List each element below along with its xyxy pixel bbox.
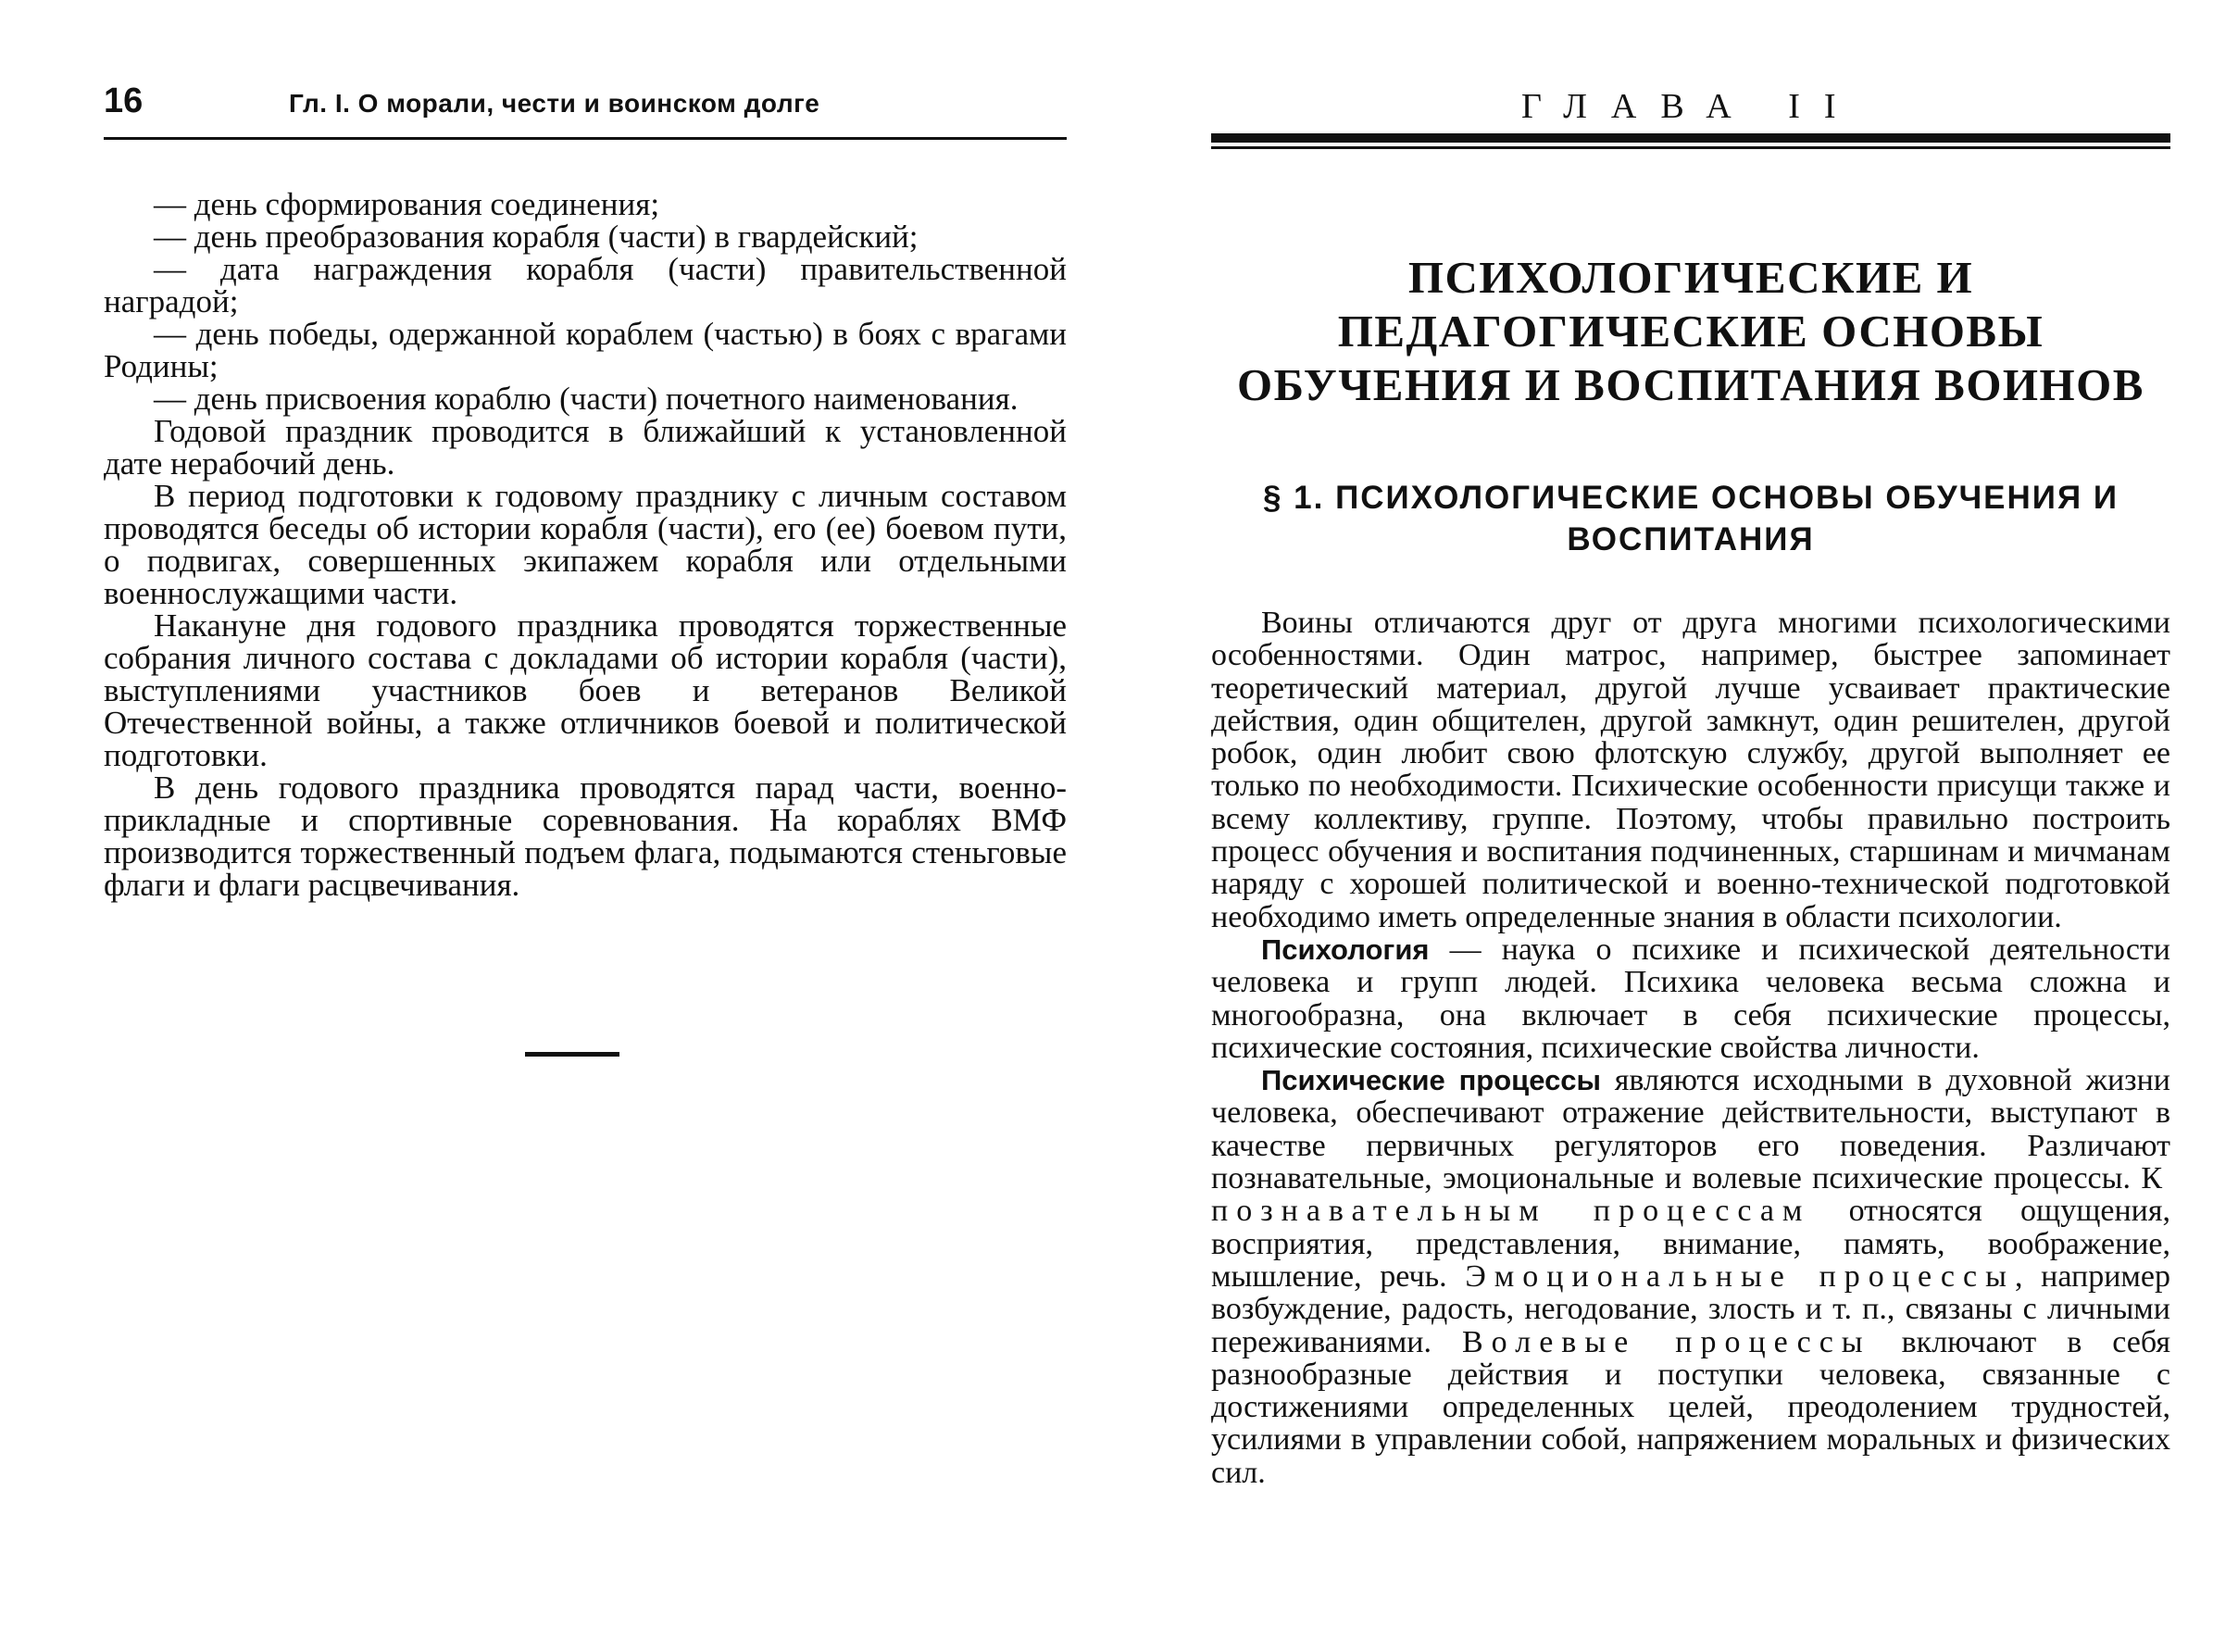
- body-paragraph: [1211, 1064, 2170, 1489]
- term-definition: — наука о психике и психической деятельности человека и групп людей. Психика человека весьма сложна и многообразна, она включает в себя психические процессы, психические состояния, психические свойства личности.: [1211, 932, 2170, 1065]
- list-item: — день присвоения кораблю (части) почетного наименования.: [154, 381, 1019, 417]
- emphasis-emotional: Эмоциональные процессы: [1465, 1258, 2015, 1294]
- chapter-label: ГЛАВА II: [1521, 87, 1860, 126]
- left-page: [104, 0, 1067, 901]
- left-page-body: [104, 188, 1067, 901]
- running-head: [104, 0, 1067, 140]
- body-paragraph: [1211, 933, 2170, 1064]
- list-item: — дата награждения корабля (части) правительственной наградой;: [104, 251, 1067, 319]
- paragraph-text: относятся ощущения, восприятия, представления, внимание, память, воображение, мышление, речь.: [1211, 1194, 2170, 1294]
- body-paragraph: Годовой праздник проводится в ближайший к установленной дате нерабочий день.: [104, 413, 1067, 482]
- term-psychology: Психология: [1261, 932, 1430, 966]
- list-item: — день сформирования соединения;: [154, 186, 660, 222]
- running-title: Гл. I. О морали, чести и воинском долге: [289, 89, 820, 118]
- body-paragraph: Воины отличаются друг от друга многими психологическими особенностями. Один матрос, например, быстрее запоминает теоретический материал, другой лучше усваивает практические действия, один общителен, другой замкнут, один решителен, другой робок, один любит свою флотскую службу, другой выполняет ее только по необходимости. Психические особенности присущи также и всему коллективу, группе. Поэтому, чтобы правильно построить процесс обучения и воспитания подчиненных, старшинам и мичманам наряду с хорошей политической и военно-технической подготовкой необходимо иметь определенные знания в области психологии.: [1211, 606, 2170, 934]
- list-item: — день победы, одержанной кораблем (частью) в боях с врагами Родины;: [104, 316, 1067, 384]
- chapter-label-area: [1211, 0, 2170, 137]
- section-end-rule: [525, 1052, 619, 1057]
- body-paragraph: В период подготовки к годовому празднику с личным составом проводятся беседы об истории корабля (части), его (ее) боевом пути, о подвигах, совершенных экипажем корабля или отдельными военнослужащими части.: [104, 478, 1067, 611]
- paragraph-text: являются исходными в духовной жизни человека, обеспечивают отражение действительности, выступают в качестве первичных регуляторов его поведения. Различают познавательные, эмоциональные и волевые психические процессы.: [1211, 1063, 2170, 1196]
- term-mental-processes: Психические процессы: [1261, 1064, 1602, 1097]
- paragraph-text: включают в себя разнообразные действия и поступки человека, связанные с достижениями определенных целей, преодолением трудностей, усилиями в управлении собой, напряжением моральных и физических сил.: [1211, 1324, 2170, 1490]
- chapter-rule-thin: [1211, 146, 2170, 149]
- body-paragraph: В день годового праздника проводятся парад части, военно-прикладные и спортивные соревнования. На кораблях ВМФ производится торжественный подъем флага, подымаются стеньговые флаги и флаги расцвечивания.: [104, 770, 1067, 903]
- chapter-title: ПСИХОЛОГИЧЕСКИЕ И ПЕДАГОГИЧЕСКИЕ ОСНОВЫ ОБУЧЕНИЯ И ВОСПИТАНИЯ ВОИНОВ: [1237, 252, 2144, 410]
- emphasis-volitional: Волевые процессы: [1462, 1324, 1871, 1359]
- list-item: — день преобразования корабля (части) в гвардейский;: [154, 219, 919, 255]
- section-title: § 1. ПСИХОЛОГИЧЕСКИЕ ОСНОВЫ ОБУЧЕНИЯ И ВОСПИТАНИЯ: [1262, 480, 2119, 557]
- right-page-body: [1211, 607, 2170, 1489]
- paragraph-text: , например возбуждение, радость, негодование, злость и т. п., связаны с личными переживаниями.: [1211, 1258, 2170, 1359]
- body-paragraph: Накануне дня годового праздника проводятся торжественные собрания личного состава с докладами об истории корабля (части), выступлениями участников боев и ветеранов Великой Отечественной войны, а также отличников боевой и политической подготовки.: [104, 607, 1067, 773]
- page-number: 16: [104, 81, 144, 120]
- right-page: [1211, 0, 2170, 1489]
- emphasis-cognitive: К познавательным процессам: [1211, 1161, 2170, 1229]
